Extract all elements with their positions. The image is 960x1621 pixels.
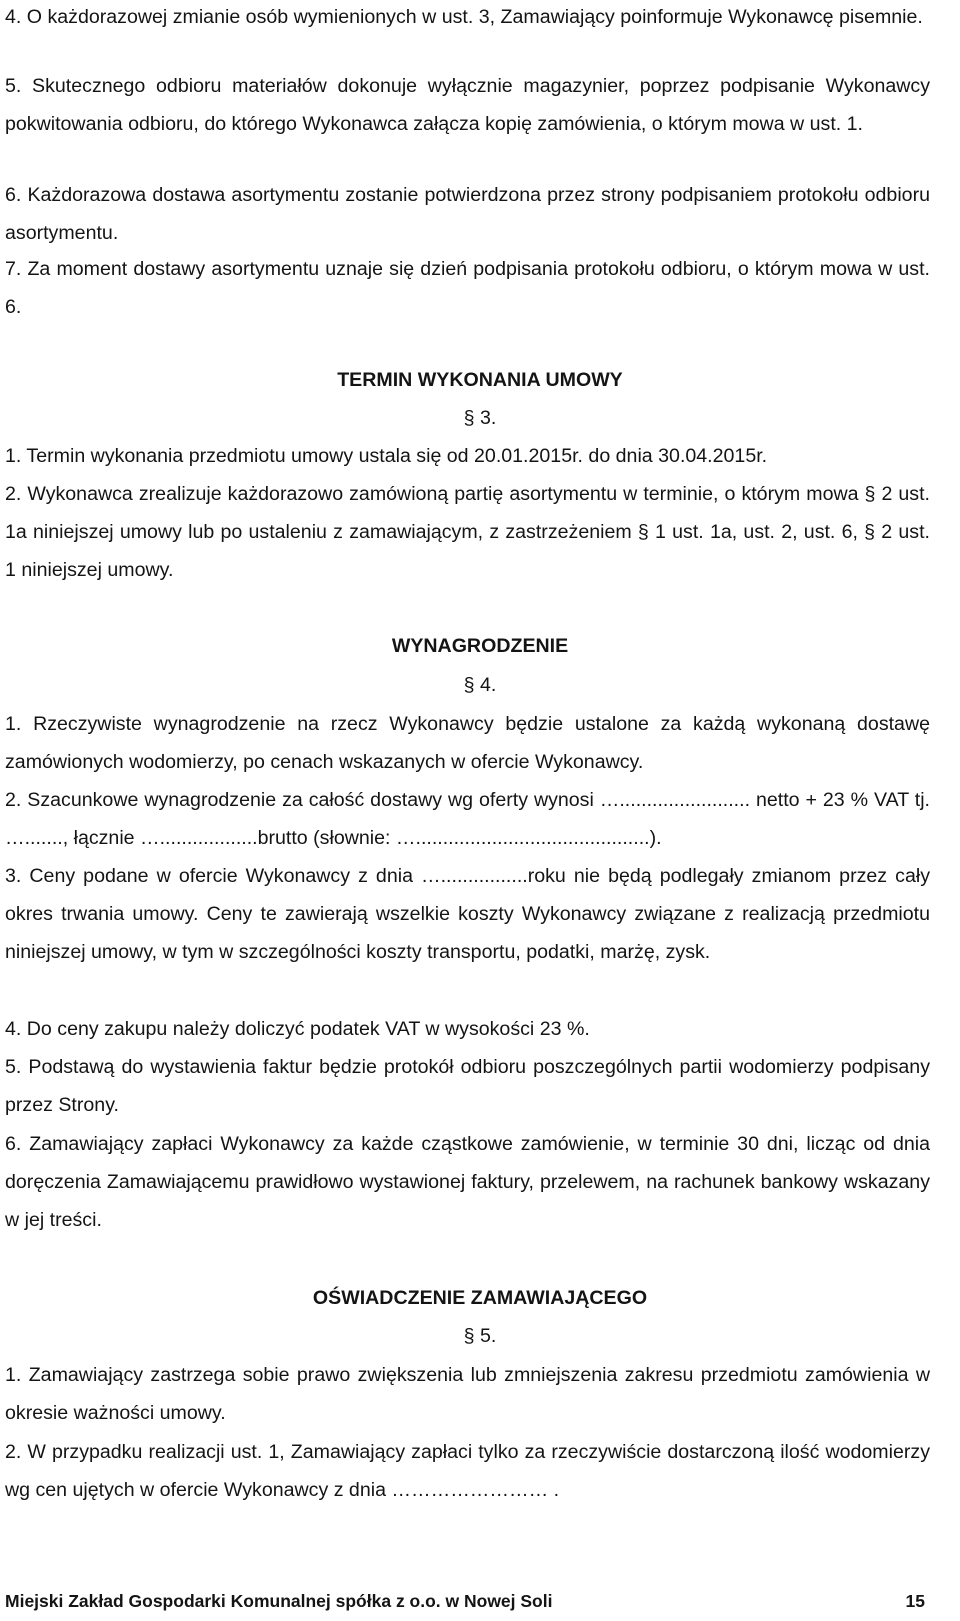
section-4-number: § 4. (463, 674, 497, 696)
section-4-title: WYNAGRODZENIE (391, 635, 569, 657)
paragraph-item-6: 6. Każdorazowa dostawa asortymentu zostanie potwierdzona przez strony podpisaniem protokołu odbioru asortymentu. (5, 184, 930, 244)
paragraph-item-4: 4. O każdorazowej zmianie osób wymienionych w ust. 3, Zamawiający poinformuje Wykonawcę pisemnie. (5, 6, 923, 28)
section-5-title: OŚWIADCZENIE ZAMAWIAJĄCEGO (312, 1287, 648, 1309)
section-4-item-3: 3. Ceny podane w ofercie Wykonawcy z dnia …................roku nie będą podlegały zmianom przez cały okres trwania umowy. Ceny te zawierają wszelkie koszty Wykonawcy związane z realizacją przedmiotu niniejszej umowy, w tym w szczególności koszty transportu, podatki, marżę, zysk. (5, 865, 930, 963)
section-3-number: § 3. (463, 407, 497, 429)
section-3-item-2: 2. Wykonawca zrealizuje każdorazowo zamówioną partię asortymentu w terminie, o którym mowa § 2 ust. 1a niniejszej umowy lub po ustaleniu z zamawiającym, z zastrzeżeniem § 1 ust. 1a, ust. 2, ust. 6, § 2 ust. 1 niniejszej umowy. (5, 483, 930, 581)
section-5-item-2: 2. W przypadku realizacji ust. 1, Zamawiający zapłaci tylko za rzeczywiście dostarczoną ilość wodomierzy wg cen ujętych w ofercie Wykonawcy z dnia …………………… . (5, 1441, 930, 1501)
section-4-item-5: 5. Podstawą do wystawienia faktur będzie protokół odbioru poszczególnych partii wodomierzy podpisany przez Strony. (5, 1056, 930, 1116)
page-number: 15 (905, 1591, 925, 1611)
section-3-title: TERMIN WYKONANIA UMOWY (337, 369, 623, 391)
section-4-item-2: 2. Szacunkowe wynagrodzenie za całość dostawy wg oferty wynosi …........................ netto + 23 % VAT tj. …......., łącznie …..................brutto (słownie: …...........................................). (5, 789, 930, 849)
paragraph-item-5: 5. Skutecznego odbioru materiałów dokonuje wyłącznie magazynier, poprzez podpisanie Wykonawcy pokwitowania odbioru, do którego Wykonawca załącza kopię zamówienia, o którym mowa w ust. 1. (5, 75, 930, 135)
footer-company: Miejski Zakład Gospodarki Komunalnej spółka z o.o. w Nowej Soli (5, 1591, 553, 1611)
section-4-item-4: 4. Do ceny zakupu należy doliczyć podatek VAT w wysokości 23 %. (5, 1018, 590, 1040)
paragraph-item-7: 7. Za moment dostawy asortymentu uznaje się dzień podpisania protokołu odbioru, o którym mowa w ust. 6. (5, 258, 930, 318)
section-5-item-1: 1. Zamawiający zastrzega sobie prawo zwiększenia lub zmniejszenia zakresu przedmiotu zamówienia w okresie ważności umowy. (5, 1364, 930, 1424)
page-footer (5, 1590, 925, 1612)
section-4-item-1: 1. Rzeczywiste wynagrodzenie na rzecz Wykonawcy będzie ustalone za każdą wykonaną dostawę zamówionych wodomierzy, po cenach wskazanych w ofercie Wykonawcy. (5, 713, 930, 773)
section-5-number: § 5. (463, 1325, 497, 1347)
section-4-item-6: 6. Zamawiający zapłaci Wykonawcy za każde cząstkowe zamówienie, w terminie 30 dni, licząc od dnia doręczenia Zamawiającemu prawidłowo wystawionej faktury, przelewem, na rachunek bankowy wskazany w jej treści. (5, 1133, 930, 1231)
section-3-item-1: 1. Termin wykonania przedmiotu umowy ustala się od 20.01.2015r. do dnia 30.04.2015r. (5, 445, 768, 467)
